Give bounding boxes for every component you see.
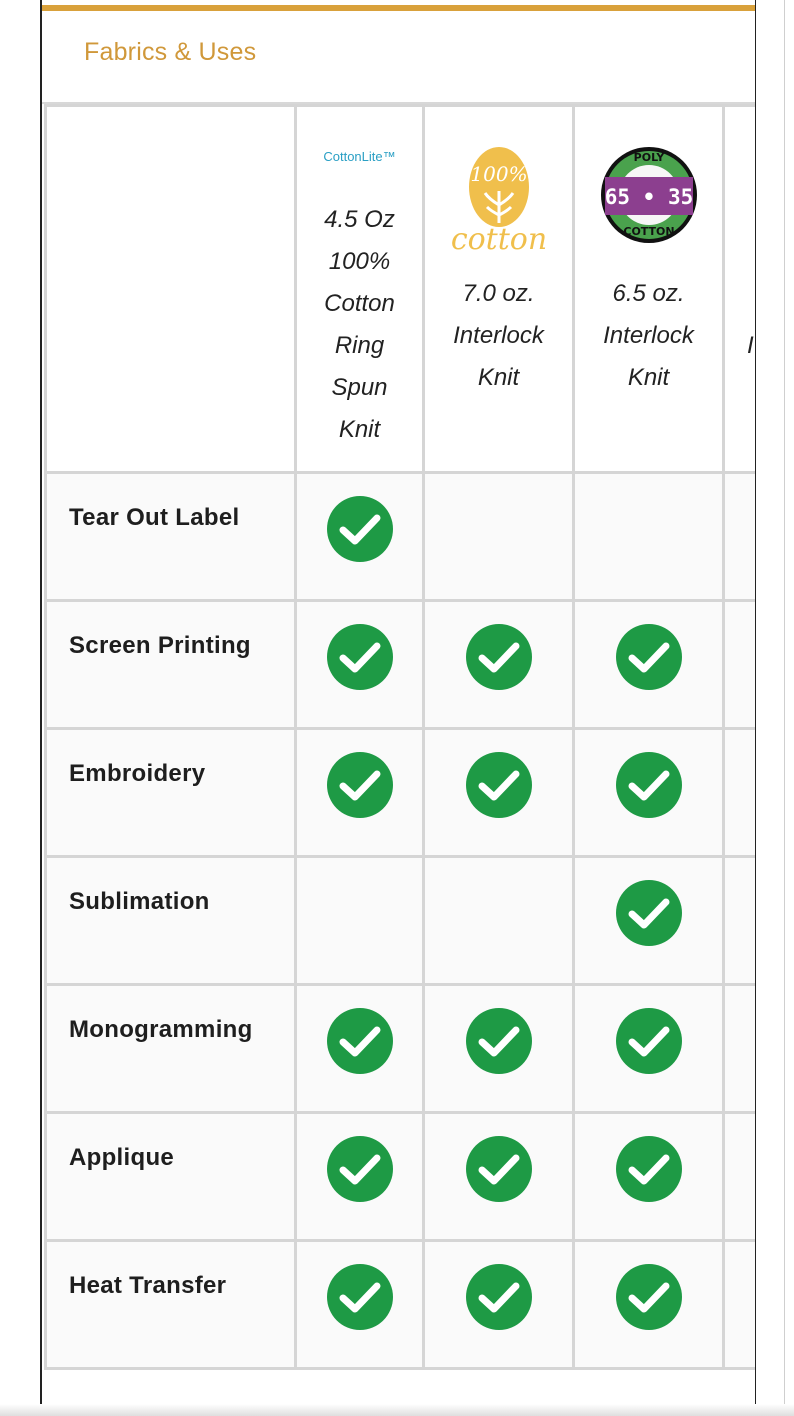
table-cell: [296, 601, 424, 729]
table-cell: [424, 857, 574, 985]
table-header-row: [46, 106, 757, 473]
row-label: Heat Transfer: [69, 1272, 227, 1299]
page-right-margin: [756, 0, 794, 1416]
table-cell: [296, 473, 424, 601]
row-label: Embroidery: [69, 760, 206, 787]
svg-text:100%: 100%: [469, 162, 528, 186]
table-cell: [424, 473, 574, 601]
column-header-line: Knit: [338, 416, 381, 443]
table-row: [46, 857, 757, 985]
row-label: Monogramming: [69, 1016, 253, 1043]
row-label-cell: [46, 729, 296, 857]
column-header-cottonlite: [296, 106, 424, 473]
checkmark-icon: [616, 752, 682, 818]
table-cell: [574, 1113, 724, 1241]
table-cell: [724, 1241, 757, 1369]
table-row: [46, 1113, 757, 1241]
cottonlite-logo: [297, 107, 422, 199]
table-row: [46, 601, 757, 729]
table-cell: [724, 601, 757, 729]
table-cell: [574, 729, 724, 857]
checkmark-icon: [466, 752, 532, 818]
column-header-line: 4.5 Oz: [324, 206, 395, 233]
table-cell: [724, 857, 757, 985]
table-row: [46, 729, 757, 857]
row-label-cell: [46, 857, 296, 985]
svg-text:COTTON: COTTON: [622, 225, 675, 238]
column-header-line: I: [747, 332, 754, 359]
accent-bar: [42, 5, 755, 11]
row-label: Applique: [69, 1144, 175, 1171]
table-cell: [574, 473, 724, 601]
checkmark-icon: [466, 624, 532, 690]
row-label-cell: [46, 473, 296, 601]
checkmark-icon: [466, 1136, 532, 1202]
row-label: Tear Out Label: [69, 504, 240, 531]
checkmark-icon: [616, 1008, 682, 1074]
column-header-line: Ring: [334, 332, 385, 359]
table-cell: [424, 985, 574, 1113]
table-row: [46, 985, 757, 1113]
table-row: [46, 1241, 757, 1369]
fabric-uses-table: [44, 104, 756, 1370]
checkmark-icon: [616, 1136, 682, 1202]
table-cell: [424, 1241, 574, 1369]
table-cell: [296, 1113, 424, 1241]
cotton-100-logo: [447, 131, 551, 259]
cottonlite-logo-text: CottonLite™: [323, 149, 396, 164]
table-cell: [296, 1241, 424, 1369]
column-header-line: Knit: [477, 364, 520, 391]
column-header-cotton-100: [424, 106, 574, 473]
table-cell: [724, 985, 757, 1113]
table-cell: [296, 857, 424, 985]
column-header-line: Knit: [627, 364, 670, 391]
column-header-line: Cotton: [324, 290, 395, 317]
bottom-shadow: [0, 1404, 794, 1416]
product-panel: [40, 0, 756, 1416]
poly-cotton-logo: [597, 131, 701, 259]
checkmark-icon: [327, 624, 393, 690]
svg-text:65 • 35: 65 • 35: [604, 185, 693, 209]
column-header-partial: [724, 106, 757, 473]
column-header-line: 6.5 oz.: [612, 280, 685, 307]
table-cell: [574, 601, 724, 729]
row-label-cell: [46, 985, 296, 1113]
checkmark-icon: [616, 1264, 682, 1330]
table-cell: [424, 1113, 574, 1241]
table-cell: [574, 985, 724, 1113]
checkmark-icon: [327, 1264, 393, 1330]
row-label: Screen Printing: [69, 632, 251, 659]
column-header-poly-cotton: [574, 106, 724, 473]
checkmark-icon: [327, 496, 393, 562]
row-label-cell: [46, 601, 296, 729]
table-cell: [296, 985, 424, 1113]
header-empty-cell: [46, 106, 296, 473]
table-cell: [424, 729, 574, 857]
column-header-line: Interlock: [603, 322, 694, 349]
table-cell: [724, 473, 757, 601]
svg-text:POLY: POLY: [633, 151, 664, 164]
section-title: Fabrics & Uses: [84, 38, 257, 66]
checkmark-icon: [616, 880, 682, 946]
row-label-cell: [46, 1113, 296, 1241]
checkmark-icon: [327, 752, 393, 818]
column-header-line: 100%: [328, 248, 391, 275]
row-label: Sublimation: [69, 888, 210, 915]
checkmark-icon: [327, 1008, 393, 1074]
table-cell: [296, 729, 424, 857]
checkmark-icon: [616, 624, 682, 690]
table-cell: [424, 601, 574, 729]
checkmark-icon: [466, 1008, 532, 1074]
column-header-line: Interlock: [453, 322, 544, 349]
table-cell: [574, 1241, 724, 1369]
table-row: [46, 473, 757, 601]
column-header-line: Spun: [331, 374, 388, 401]
row-label-cell: [46, 1241, 296, 1369]
svg-text:cotton: cotton: [450, 222, 547, 257]
table-cell: [574, 857, 724, 985]
checkmark-icon: [466, 1264, 532, 1330]
column-header-line: 7.0 oz.: [462, 280, 535, 307]
checkmark-icon: [327, 1136, 393, 1202]
table-cell: [724, 729, 757, 857]
table-cell: [724, 1113, 757, 1241]
